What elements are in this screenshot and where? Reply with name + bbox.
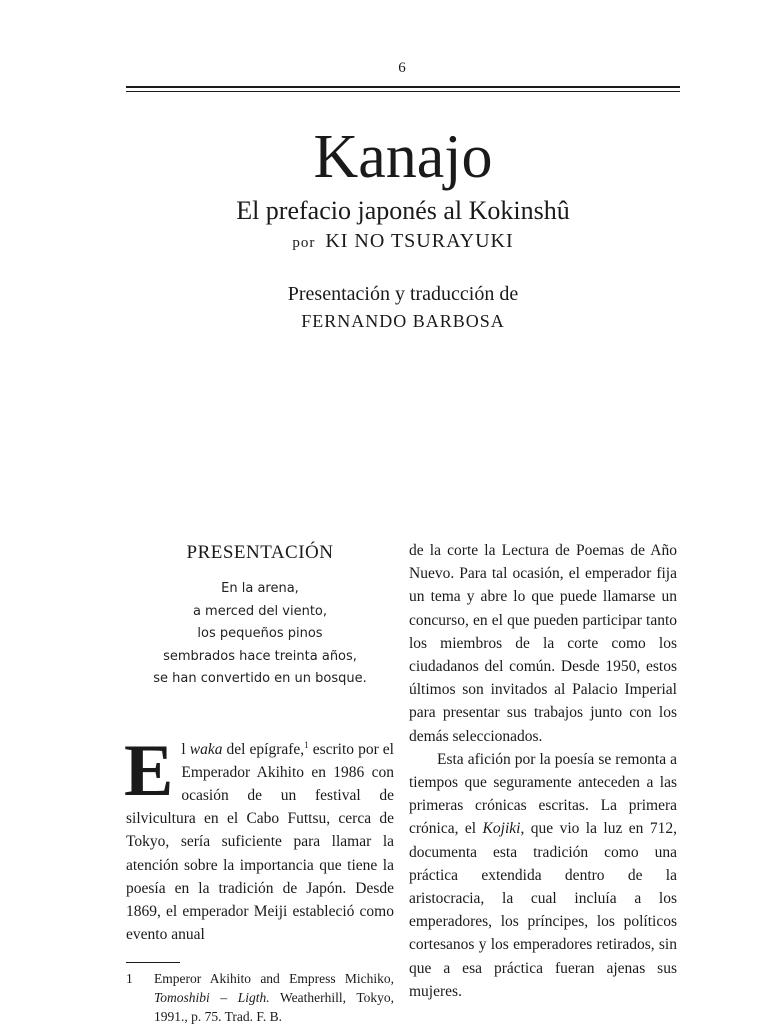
italic-title: Tomoshibi – Ligth. xyxy=(154,990,270,1005)
footnote-number: 1 xyxy=(126,971,133,986)
header-rule-thin xyxy=(126,91,680,92)
epigraph-line: En la arena, xyxy=(221,581,299,596)
epigraph-line: a merced del viento, xyxy=(192,603,328,619)
footnote-rule xyxy=(126,962,180,963)
text-run: Weatherhill, Tokyo, 1991., p. 75. Trad. F. B. xyxy=(154,990,394,1024)
article-title: Kanajo xyxy=(313,123,493,191)
body-paragraph xyxy=(124,729,394,947)
footnote-text xyxy=(154,969,394,1026)
text-run: l xyxy=(181,740,190,758)
drop-cap: E xyxy=(124,729,174,812)
italic-term: Kojiki xyxy=(482,820,521,838)
italic-term: waka xyxy=(189,740,223,758)
body-paragraph: de la corte la Lectura de Poemas de Año Nuevo. Para tal ocasión, el emperador fija un tema y abre lo que puede llamarse un concurso, en el que pueden participar tanto los miembros de la corte como los ciudadanos del común. Desde 1950, estos últimos son invitados al Palacio Imperial para presentar sus trabajos junto con los demás seleccionados. xyxy=(409,542,677,745)
header-rule-thick xyxy=(126,86,680,88)
author-name: KI NO TSURAYUKI xyxy=(325,230,514,252)
right-column xyxy=(409,539,677,1003)
epigraph xyxy=(126,578,394,691)
page-number: 6 xyxy=(398,60,406,76)
text-run: escrito por el Emperador Akihito en 1986 con ocasión de un festival de silvicultura en el Cabo Futtsu, cerca de Tokyo, sería suficiente para llamar la atención sobre la importancia que tiene la poesía en la tradición de Japón. Desde 1869, el emperador Meiji estableció como evento anual xyxy=(126,740,394,944)
left-column xyxy=(126,540,394,946)
footnote-reference[interactable]: 1 xyxy=(304,739,309,750)
article-subtitle: El prefacio japonés al Kokinshû xyxy=(236,196,570,225)
translator-name: FERNANDO BARBOSA xyxy=(301,311,505,331)
text-run: Esta afición por la poesía se remonta a tiempos que seguramente anteceden a las primeras crónicas escritas. La primera crónica, el xyxy=(409,750,677,838)
epigraph-line: se han convertido en un bosque. xyxy=(153,671,367,686)
text-run: del epígrafe, xyxy=(222,740,305,758)
section-heading: PRESENTACIÓN xyxy=(186,542,334,563)
author-byline xyxy=(126,228,680,256)
text-run: Emperor Akihito and Empress Michiko, xyxy=(154,971,394,986)
byline-prefix: por xyxy=(292,235,316,251)
body-paragraph xyxy=(409,748,677,1003)
epigraph-line: los pequeños pinos xyxy=(197,626,323,641)
text-run: , que vio la luz en 712, documenta esta tradición como una práctica extendida dentro de la aristocracia, la cual incluía a los emperadores, los príncipes, los políticos cortesanos y los emperadores retirados, sin que a esa práctica fueran ajenas sus mujeres. xyxy=(409,820,677,1000)
presented-by-label: Presentación y traducción de xyxy=(287,283,519,305)
footnote xyxy=(126,969,394,1026)
article-header xyxy=(126,120,680,334)
epigraph-line: sembrados hace treinta años, xyxy=(163,648,357,664)
